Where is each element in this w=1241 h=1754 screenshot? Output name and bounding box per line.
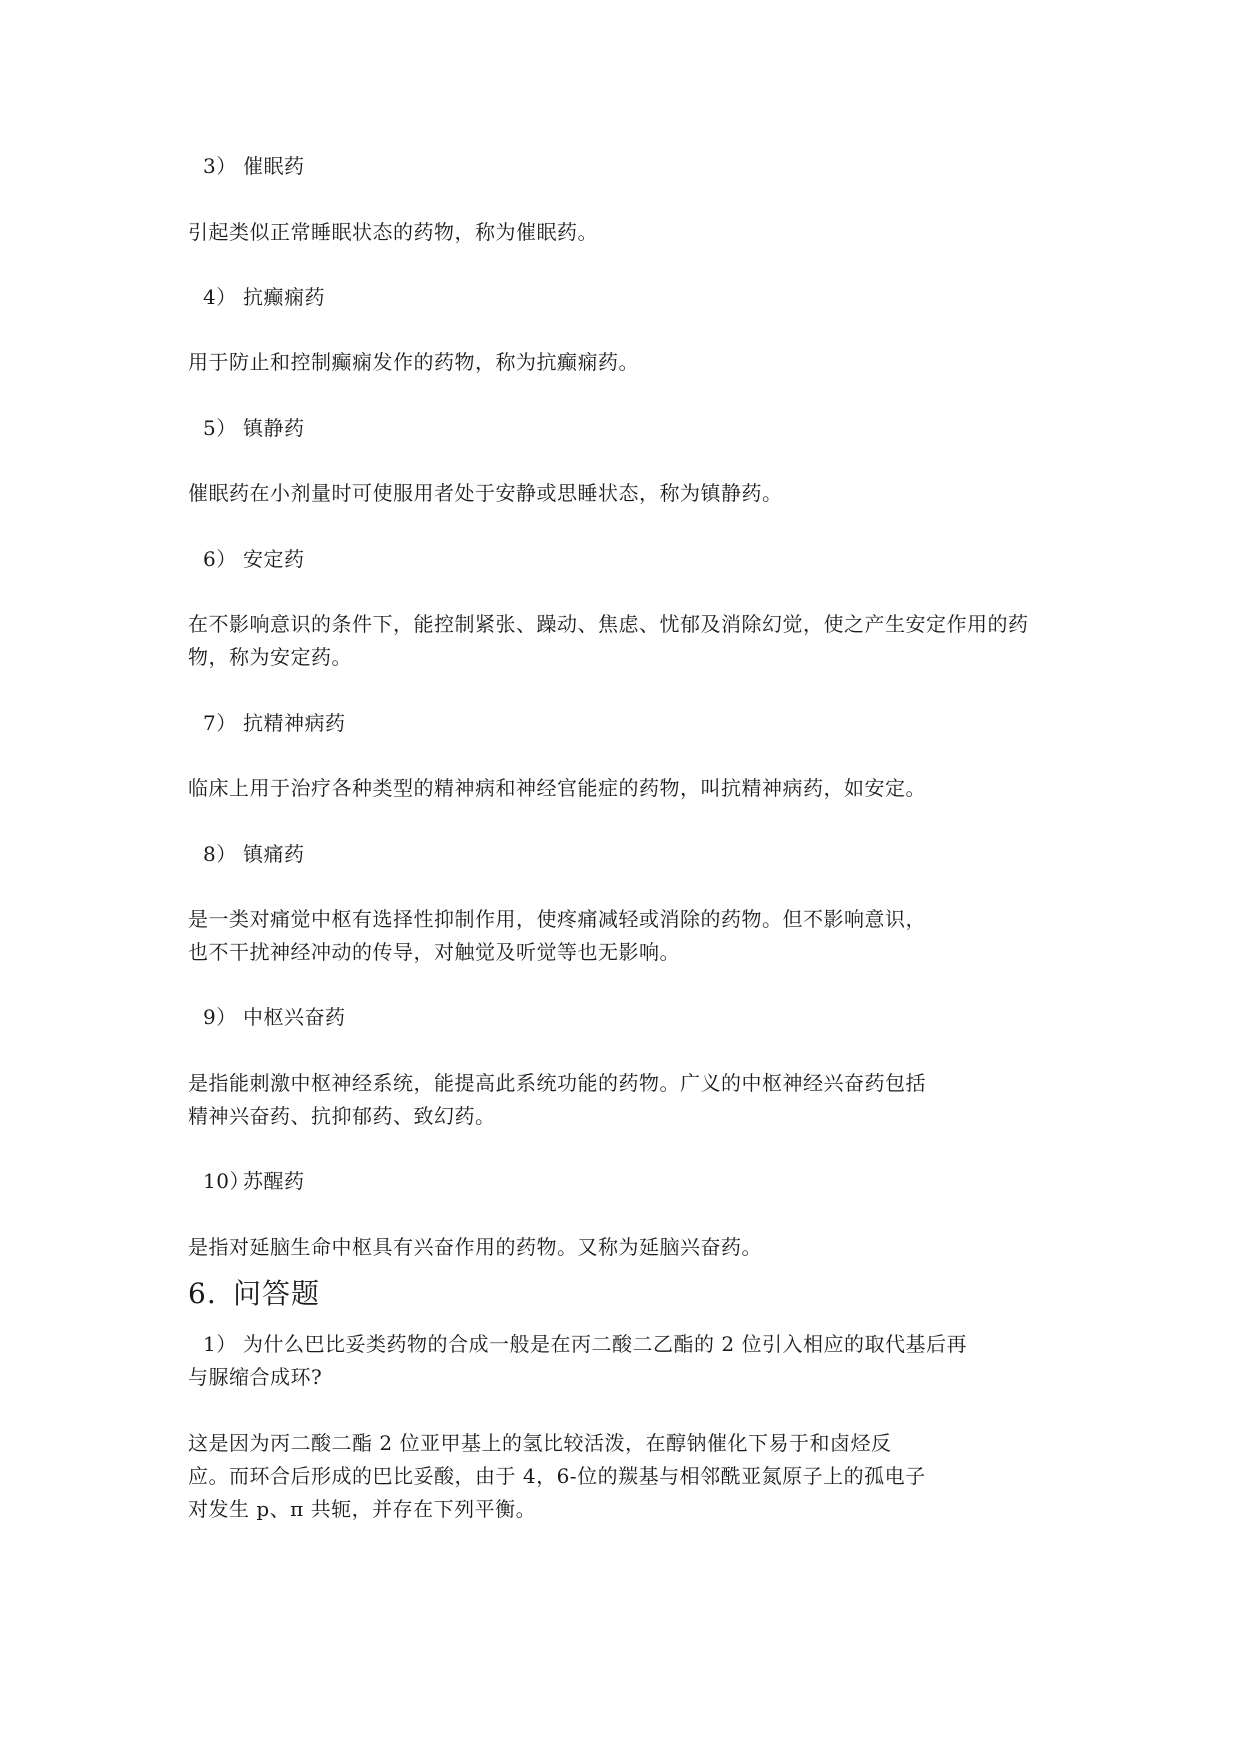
section-title: 催眠药 <box>243 154 305 178</box>
section-body-line: 也不干扰神经冲动的传导，对触觉及听觉等也无影响。 <box>188 940 680 964</box>
section-title: 苏醒药 <box>243 1169 305 1193</box>
section-heading: 6） 安定药 <box>203 547 305 571</box>
section-body-line: 用于防止和控制癫痫发作的药物，称为抗癫痫药。 <box>188 350 639 374</box>
section-title: 抗精神病药 <box>243 711 346 735</box>
answer-line: 对发生 p、π 共轭，并存在下列平衡。 <box>188 1497 537 1521</box>
section-heading: 9） 中枢兴奋药 <box>203 1005 346 1029</box>
qa-heading: 6. 问答题 <box>188 1277 321 1310</box>
section-heading: 10）苏醒药 <box>203 1169 305 1193</box>
qa-heading-title: 问答题 <box>233 1277 321 1310</box>
section-title: 镇痛药 <box>243 842 305 866</box>
section-title: 镇静药 <box>243 416 305 440</box>
section-body-line: 精神兴奋药、抗抑郁药、致幻药。 <box>188 1104 496 1128</box>
section-title: 安定药 <box>243 547 305 571</box>
section-heading: 7） 抗精神病药 <box>203 711 346 735</box>
section-heading: 5） 镇静药 <box>203 416 305 440</box>
answer-line: 这是因为丙二酸二酯 2 位亚甲基上的氢比较活泼，在醇钠催化下易于和卤烃反 <box>188 1431 892 1455</box>
section-heading: 8） 镇痛药 <box>203 842 305 866</box>
section-body-line: 临床上用于治疗各种类型的精神病和神经官能症的药物，叫抗精神病药，如安定。 <box>188 776 926 800</box>
section-title: 抗癫痫药 <box>243 285 325 309</box>
section-body-line: 在不影响意识的条件下，能控制紧张、躁动、焦虑、忧郁及消除幻觉，使之产生安定作用的药 <box>188 612 1029 636</box>
section-body-line: 引起类似正常睡眠状态的药物，称为催眠药。 <box>188 220 598 244</box>
section-heading: 3） 催眠药 <box>203 154 305 178</box>
section-body-line: 是指对延脑生命中枢具有兴奋作用的药物。又称为延脑兴奋药。 <box>188 1235 762 1259</box>
section-title: 中枢兴奋药 <box>243 1005 346 1029</box>
section-body-line: 是一类对痛觉中枢有选择性抑制作用，使疼痛减轻或消除的药物。但不影响意识， <box>188 907 926 931</box>
section-body-line: 物，称为安定药。 <box>188 645 352 669</box>
section-body-line: 是指能刺激中枢神经系统，能提高此系统功能的药物。广义的中枢神经兴奋药包括 <box>188 1071 926 1095</box>
section-body-line: 催眠药在小剂量时可使服用者处于安静或思睡状态，称为镇静药。 <box>188 481 783 505</box>
question-line: 与脲缩合成环? <box>188 1365 323 1389</box>
answer-line: 应。而环合后形成的巴比妥酸，由于 4，6-位的羰基与相邻酰亚氮原子上的孤电子 <box>188 1464 926 1488</box>
section-heading: 4） 抗癫痫药 <box>203 285 325 309</box>
question-line: 1） 为什么巴比妥类药物的合成一般是在丙二酸二乙酯的 2 位引入相应的取代基后再 <box>203 1332 967 1356</box>
